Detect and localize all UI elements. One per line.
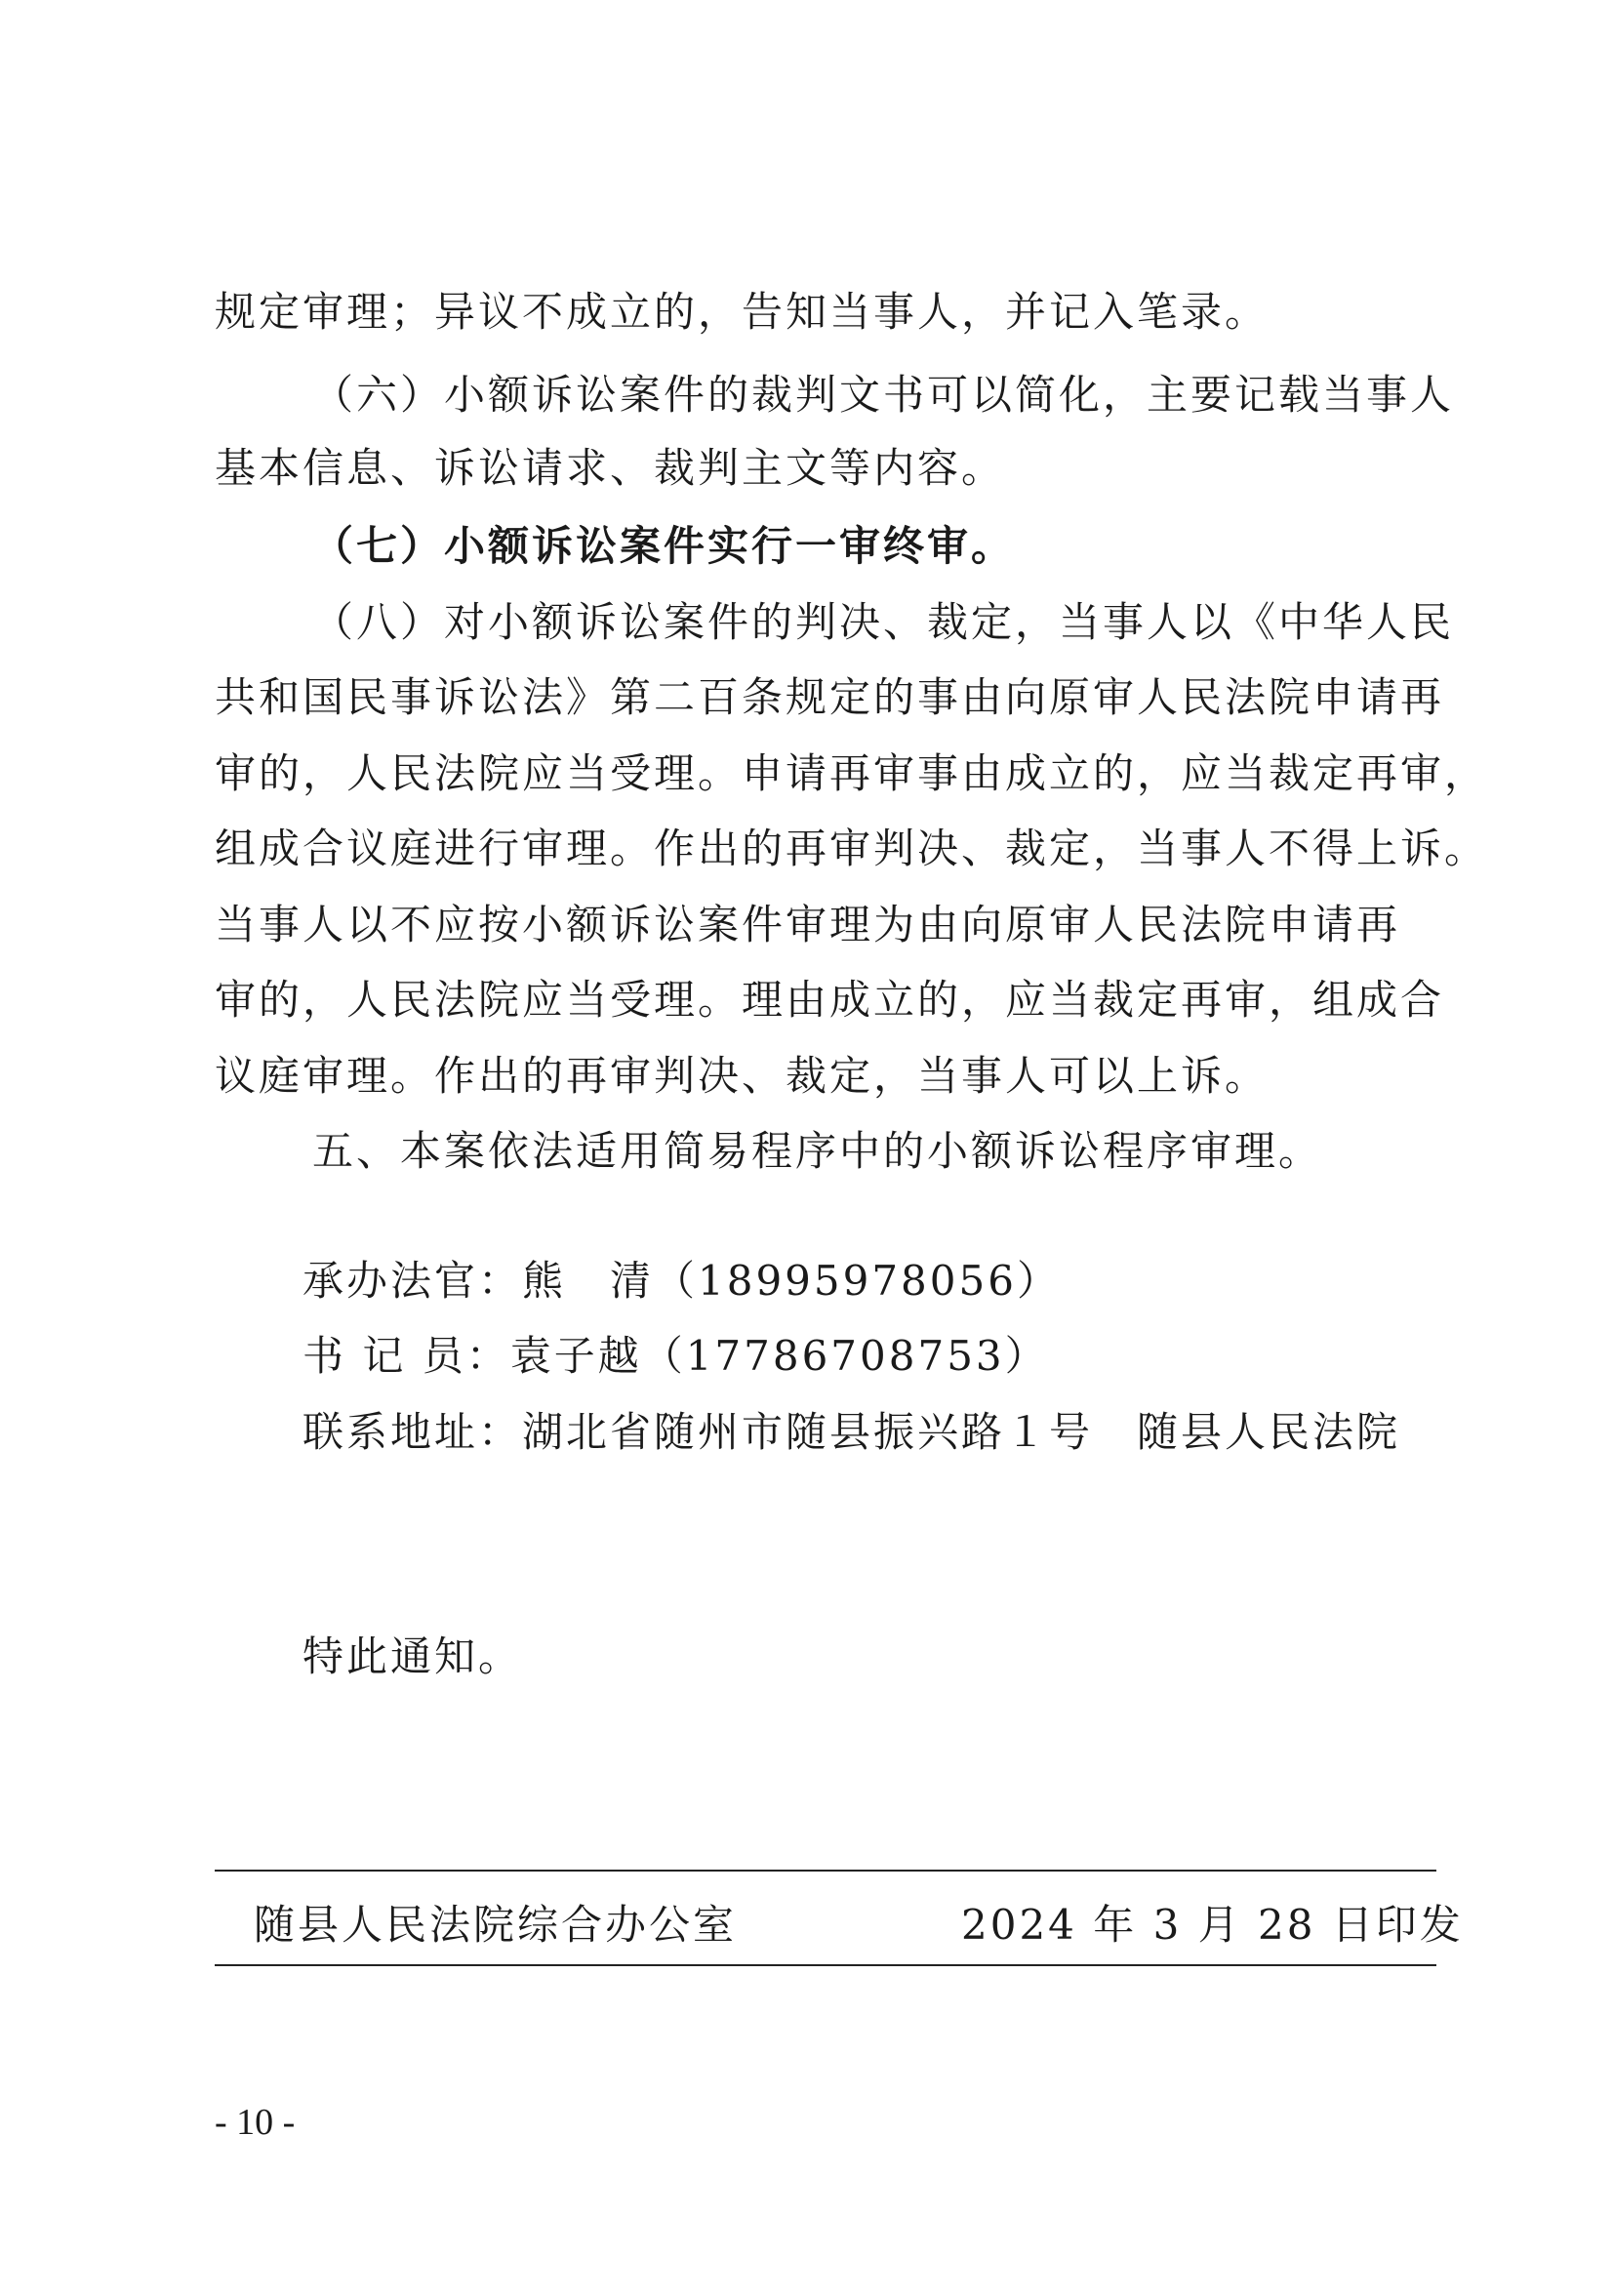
footer-top-rule (215, 1870, 1436, 1872)
body-line-6: 共和国民事诉讼法》第二百条规定的事由向原审人民法院申请再 (215, 673, 1445, 721)
body-line-4: （七）小额诉讼案件实行一审终审。 (312, 522, 1016, 570)
footer-bottom-rule (215, 1964, 1436, 1966)
footer-date: 2024 年 3 月 28 日印发 (961, 1901, 1464, 1949)
contact-address: 联系地址：湖北省随州市随县振兴路１号 随县人民法院 (302, 1408, 1401, 1456)
body-line-11: 议庭审理。作出的再审判决、裁定，当事人可以上诉。 (215, 1052, 1270, 1100)
body-line-10: 审的，人民法院应当受理。理由成立的，应当裁定再审，组成合 (215, 976, 1445, 1024)
body-line-3: 基本信息、诉讼请求、裁判主文等内容。 (215, 444, 1006, 492)
body-line-2: （六）小额诉讼案件的裁判文书可以简化，主要记载当事人 (312, 371, 1455, 419)
body-line-12: 五、本案依法适用简易程序中的小额诉讼程序审理。 (312, 1127, 1323, 1175)
closing-text: 特此通知。 (302, 1632, 523, 1680)
page-number: - 10 - (215, 2102, 296, 2143)
body-line-5: （八）对小额诉讼案件的判决、裁定，当事人以《中华人民 (312, 598, 1455, 646)
footer-issuer: 随县人民法院综合办公室 (254, 1901, 738, 1949)
judge-contact: 承办法官：熊 清（18995978056） (302, 1257, 1061, 1305)
clerk-contact: 书 记 员：袁子越（17786708753） (302, 1332, 1049, 1380)
body-line-1: 规定审理；异议不成立的，告知当事人，并记入笔录。 (215, 288, 1270, 336)
body-line-9: 当事人以不应按小额诉讼案件审理为由向原审人民法院申请再 (215, 901, 1401, 948)
body-line-7: 审的，人民法院应当受理。申请再审事由成立的，应当裁定再审， (215, 749, 1489, 797)
body-line-8: 组成合议庭进行审理。作出的再审判决、裁定，当事人不得上诉。 (215, 825, 1489, 872)
